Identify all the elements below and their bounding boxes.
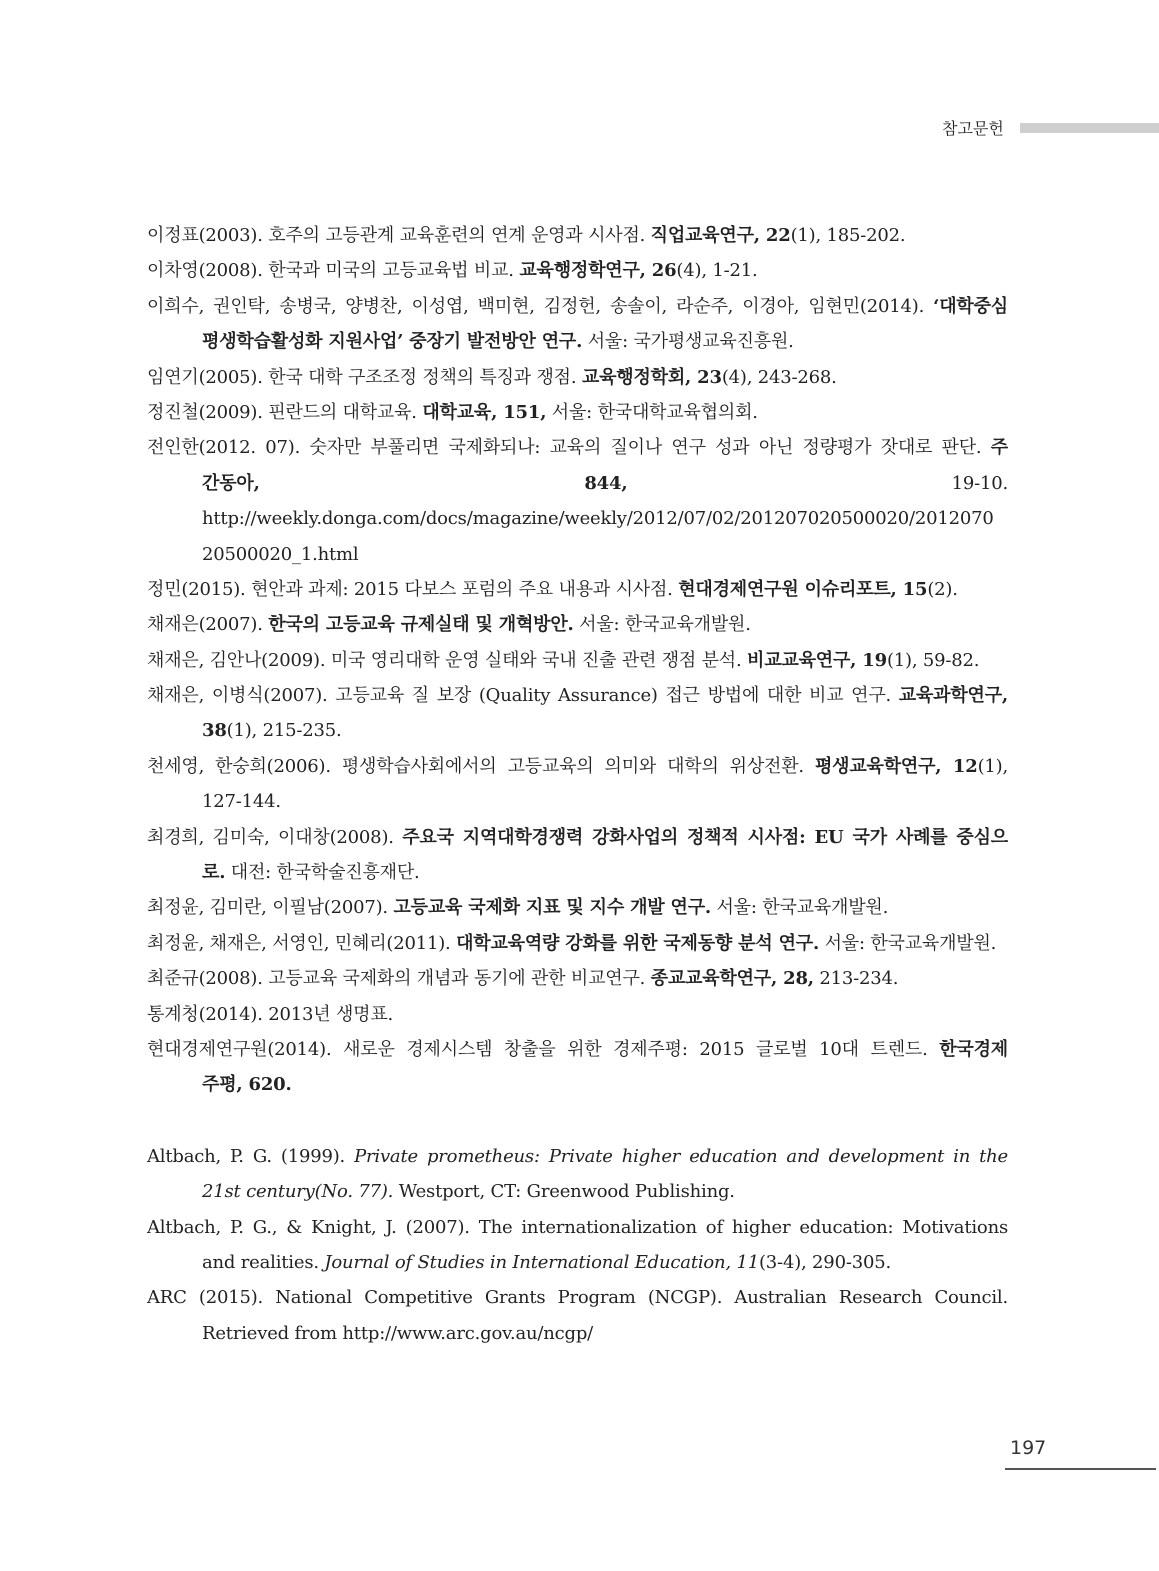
reference-text: (3-4), 290-305. bbox=[758, 1251, 891, 1273]
section-gap bbox=[147, 1103, 1008, 1139]
reference-text: 천세영, 한숭희(2006). 평생학습사회에서의 고등교육의 의미와 대학의 위상전환. bbox=[147, 755, 815, 777]
reference-line bbox=[147, 466, 1008, 501]
bold-text: 간동아, 844, bbox=[202, 472, 628, 494]
reference-line bbox=[147, 713, 1008, 748]
reference-entry bbox=[147, 749, 1008, 820]
reference-text: 최정윤, 채재은, 서영인, 민혜리(2011). bbox=[147, 932, 457, 954]
reference-line bbox=[147, 360, 1008, 395]
bold-text: 주평, 620. bbox=[202, 1074, 292, 1096]
reference-line bbox=[147, 537, 1008, 572]
reference-entry bbox=[147, 607, 1008, 642]
reference-line bbox=[147, 607, 1008, 642]
bold-text: 비교교육연구, 19 bbox=[747, 649, 887, 671]
reference-line bbox=[147, 926, 1008, 961]
reference-list bbox=[147, 218, 1008, 1351]
italic-text: Private prometheus: Private higher education and development in the bbox=[354, 1145, 1008, 1167]
reference-line bbox=[147, 749, 1008, 784]
reference-text: http://weekly.donga.com/docs/magazine/weekly/2012/07/02/201207020500020/2012070 bbox=[202, 508, 994, 530]
bold-text: ‘대학중심 bbox=[933, 295, 1008, 317]
reference-text: (2). bbox=[927, 578, 958, 600]
reference-line bbox=[147, 1210, 1008, 1245]
reference-line bbox=[147, 890, 1008, 925]
korean-references bbox=[147, 218, 1008, 1103]
reference-text: 20500020_1.html bbox=[202, 543, 359, 565]
reference-line bbox=[147, 1174, 1008, 1209]
bold-text: 평생교육학연구, 12 bbox=[814, 755, 978, 777]
bold-text: 고등교육 국제화 지표 및 지수 개발 연구. bbox=[393, 897, 711, 919]
bold-text: 교육행정학회, 23 bbox=[581, 366, 722, 388]
italic-text: Journal of Studies in International Education, 11 bbox=[324, 1251, 759, 1273]
reference-line bbox=[147, 218, 1008, 253]
reference-entry bbox=[147, 1210, 1008, 1281]
reference-text: (1), 215-235. bbox=[226, 720, 342, 742]
reference-entry bbox=[147, 890, 1008, 925]
bold-text: 38 bbox=[202, 720, 227, 742]
bold-text: 로. bbox=[202, 862, 226, 884]
reference-line bbox=[147, 572, 1008, 607]
reference-text: ARC (2015). National Competitive Grants Program (NCGP). Australian Research Council. bbox=[147, 1287, 1008, 1309]
reference-line bbox=[147, 1032, 1008, 1067]
bold-text: 대학교육, 151, bbox=[422, 401, 547, 423]
reference-text: 정진철(2009). 핀란드의 대학교육. bbox=[147, 401, 423, 423]
reference-text: 서울: 한국교육개발원. bbox=[819, 932, 997, 954]
bold-text: 주 bbox=[990, 437, 1008, 459]
reference-text: 전인한(2012. 07). 숫자만 부풀리면 국제화되나: 교육의 질이나 연구 성과 아닌 정량평가 잣대로 판단. bbox=[147, 437, 991, 459]
reference-line bbox=[147, 253, 1008, 288]
reference-entry bbox=[147, 1139, 1008, 1210]
reference-line bbox=[147, 678, 1008, 713]
reference-line bbox=[147, 1280, 1008, 1315]
reference-text: 정민(2015). 현안과 과제: 2015 다보스 포럼의 주요 내용과 시사점. bbox=[147, 578, 679, 600]
header-decoration-bar bbox=[1020, 123, 1159, 133]
reference-entry bbox=[147, 961, 1008, 996]
section-title: 참고문헌 bbox=[942, 119, 1004, 138]
reference-entry bbox=[147, 678, 1008, 749]
reference-text: 채재은, 이병식(2007). 고등교육 질 보장 (Quality Assurance) 접근 방법에 대한 비교 연구. bbox=[147, 685, 899, 707]
reference-line bbox=[147, 395, 1008, 430]
reference-text: 서울: 한국교육개발원. bbox=[573, 614, 751, 636]
reference-text: 최준규(2008). 고등교육 국제화의 개념과 동기에 관한 비교연구. bbox=[147, 968, 651, 990]
page-number-rule bbox=[1005, 1468, 1156, 1470]
reference-text: 현대경제연구원(2014). 새로운 경제시스템 창출을 위한 경제주평: 2015 글로벌 10대 트렌드. bbox=[147, 1038, 940, 1060]
reference-entry bbox=[147, 430, 1008, 572]
reference-text: (1), 185-202. bbox=[790, 225, 906, 246]
reference-text: and realities. bbox=[202, 1251, 325, 1273]
italic-text: 21st century(No. 77). bbox=[202, 1181, 394, 1203]
reference-text: 이차영(2008). 한국과 미국의 고등교육법 비교. bbox=[147, 260, 520, 282]
bold-text: 주요국 지역대학경쟁력 강화사업의 정책적 시사점: EU 국가 사례를 중심으 bbox=[402, 826, 1008, 848]
reference-line bbox=[147, 784, 1008, 819]
reference-text: 채재은, 김안나(2009). 미국 영리대학 운영 실태와 국내 진출 관련 쟁점 분석. bbox=[147, 649, 748, 671]
reference-text: 임연기(2005). 한국 대학 구조조정 정책의 특징과 쟁점. bbox=[147, 366, 582, 388]
reference-entry bbox=[147, 218, 1008, 253]
bold-text: 교육행정학연구, 26 bbox=[519, 260, 677, 282]
reference-entry bbox=[147, 926, 1008, 961]
bold-text: 종교교육학연구, 28, bbox=[650, 968, 814, 990]
reference-text: 이희수, 권인탁, 송병국, 양병찬, 이성엽, 백미현, 김정헌, 송솔이, 라순주, 이경아, 임현민(2014). bbox=[147, 295, 934, 317]
reference-entry bbox=[147, 997, 1008, 1032]
reference-text: (1), 59-82. bbox=[886, 649, 980, 671]
reference-text: Westport, CT: Greenwood Publishing. bbox=[393, 1181, 735, 1203]
bold-text: 현대경제연구원 이슈리포트, 15 bbox=[678, 578, 928, 600]
bold-text: 평생학습활성화 지원사업’ 중장기 발전방안 연구. bbox=[202, 331, 583, 353]
reference-entry bbox=[147, 1032, 1008, 1103]
reference-line bbox=[147, 430, 1008, 465]
reference-entry bbox=[147, 253, 1008, 288]
reference-entry bbox=[147, 360, 1008, 395]
reference-text: 최경희, 김미숙, 이대창(2008). bbox=[147, 826, 403, 848]
reference-line bbox=[147, 820, 1008, 855]
reference-line bbox=[147, 324, 1008, 359]
reference-text: 19-10. bbox=[627, 472, 1008, 494]
reference-text: Altbach, P. G. (1999). bbox=[147, 1145, 355, 1167]
reference-entry bbox=[147, 1280, 1008, 1351]
bold-text: 직업교육연구, 22 bbox=[650, 225, 791, 246]
reference-text: 서울: 국가평생교육진흥원. bbox=[582, 331, 794, 353]
reference-text: (4), 1-21. bbox=[676, 260, 758, 282]
reference-text: 최정윤, 김미란, 이필남(2007). bbox=[147, 897, 394, 919]
reference-line bbox=[147, 1316, 1008, 1351]
reference-text: (4), 243-268. bbox=[721, 366, 837, 388]
page-number: 197 bbox=[1010, 1437, 1047, 1459]
reference-text: 서울: 한국대학교육협의회. bbox=[546, 401, 758, 423]
reference-text: Retrieved from http://www.arc.gov.au/ncgp/ bbox=[202, 1322, 594, 1344]
reference-line bbox=[147, 855, 1008, 890]
reference-text: Altbach, P. G., & Knight, J. (2007). The internationalization of higher education: Motivations bbox=[147, 1216, 1008, 1238]
reference-text: 대전: 한국학술진흥재단. bbox=[225, 862, 420, 884]
reference-line bbox=[147, 961, 1008, 996]
reference-line bbox=[147, 643, 1008, 678]
reference-line bbox=[147, 501, 1008, 536]
reference-line bbox=[147, 997, 1008, 1032]
reference-entry bbox=[147, 572, 1008, 607]
reference-line bbox=[147, 1139, 1008, 1174]
reference-entry bbox=[147, 289, 1008, 360]
reference-text: 127-144. bbox=[202, 791, 281, 813]
reference-text: 이정표(2003). 호주의 고등관계 교육훈련의 연계 운영과 시사점. bbox=[147, 225, 651, 246]
reference-line bbox=[147, 1245, 1008, 1280]
reference-text: 채재은(2007). bbox=[147, 614, 269, 636]
reference-text: 213-234. bbox=[813, 968, 899, 990]
reference-text: 통계청(2014). 2013년 생명표. bbox=[147, 1003, 394, 1025]
bold-text: 한국경제 bbox=[939, 1038, 1008, 1060]
reference-entry bbox=[147, 395, 1008, 430]
reference-line bbox=[147, 289, 1008, 324]
reference-text: (1), bbox=[977, 755, 1008, 777]
reference-line bbox=[147, 1067, 1008, 1102]
english-references bbox=[147, 1139, 1008, 1351]
bold-text: 교육과학연구, bbox=[898, 685, 1008, 707]
bold-text: 한국의 고등교육 규제실태 및 개혁방안. bbox=[268, 614, 574, 636]
reference-text: 서울: 한국교육개발원. bbox=[710, 897, 889, 919]
reference-entry bbox=[147, 643, 1008, 678]
bold-text: 대학교육역량 강화를 위한 국제동향 분석 연구. bbox=[456, 932, 820, 954]
reference-entry bbox=[147, 820, 1008, 891]
